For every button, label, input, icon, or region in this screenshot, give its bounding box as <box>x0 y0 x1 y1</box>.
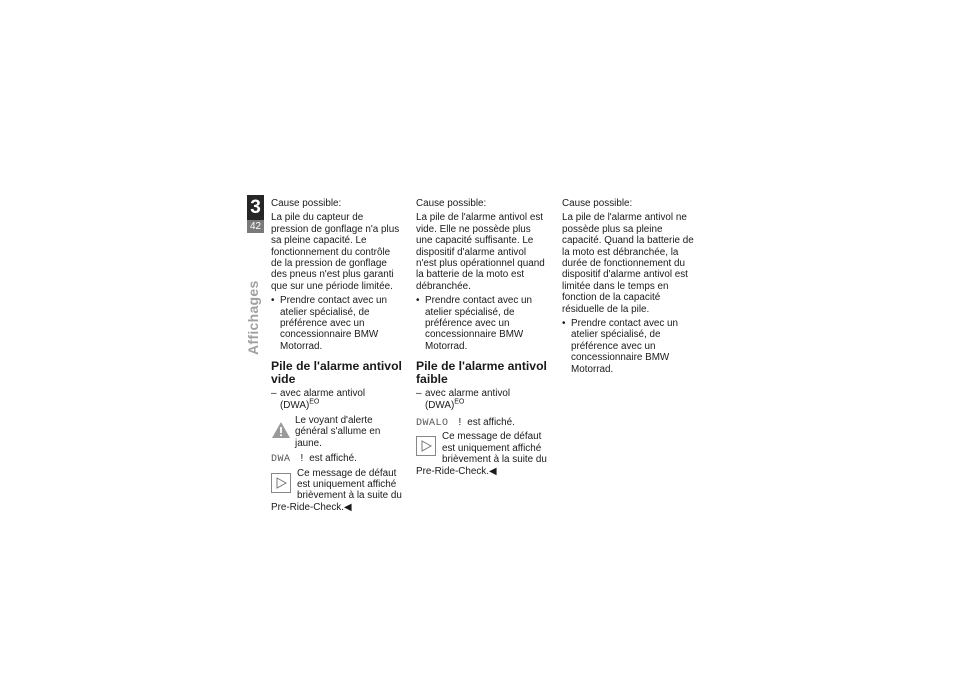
display-line <box>416 417 548 429</box>
cause-label: Cause possible: <box>416 198 487 209</box>
note-text: Ce message de défaut est uniquement affiché brièvement à la suite du Pre-Ride-Check. <box>416 431 547 477</box>
info-note <box>416 431 548 477</box>
chapter-number: 3 <box>247 195 264 220</box>
cause-label: Cause possible: <box>271 198 342 209</box>
end-marker: ◀ <box>489 465 497 477</box>
section-heading: Pile de l'alarme antivol faible <box>416 359 547 386</box>
display-excl: ! <box>300 453 304 465</box>
bullet-text: Prendre contact avec un atelier spécialisé, de préférence avec un concessionnaire BMW Motorrad. <box>571 318 679 375</box>
play-triangle-icon <box>271 473 291 493</box>
info-note <box>271 468 403 514</box>
cause-text: La pile de l'alarme antivol est vide. Elle ne possède plus une capacité suffisante. Le dispositif d'alarme antivol n'est plus opérationnel quand la batterie de la moto est débranchée. <box>416 212 545 292</box>
bullet-item <box>416 295 548 352</box>
dash-mark: – <box>271 388 277 400</box>
dash-text: avec alarme antivol (DWA) <box>425 388 511 411</box>
display-code: DWA <box>271 454 291 466</box>
dash-item <box>271 388 403 411</box>
chapter-tab <box>247 195 264 233</box>
warning-text: Le voyant d'alerte général s'allume en jaune. <box>295 414 381 449</box>
column-3 <box>562 198 694 378</box>
bullet-dot: • <box>562 318 566 330</box>
display-excl: ! <box>458 416 462 428</box>
bullet-dot: • <box>416 295 420 307</box>
cause-label: Cause possible: <box>562 198 633 209</box>
warning-triangle-icon <box>271 421 291 439</box>
dash-mark: – <box>416 388 422 400</box>
bullet-text: Prendre contact avec un atelier spécialisé, de préférence avec un concessionnaire BMW Motorrad. <box>425 295 533 352</box>
cause-text: La pile de l'alarme antivol ne possède plus sa pleine capacité. Quand la batterie de la moto est débranchée, la durée de fonctionnement du dispositif d'alarme antivol est limitée dans le temps en fonction de la capacité résiduelle de la pile. <box>562 212 694 315</box>
dash-text: avec alarme antivol (DWA) <box>280 388 366 411</box>
end-marker: ◀ <box>344 501 352 513</box>
note-text: Ce message de défaut est uniquement affiché brièvement à la suite du Pre-Ride-Check. <box>271 467 402 513</box>
dash-sup: EO <box>309 398 320 406</box>
page-number: 42 <box>247 220 264 233</box>
play-triangle-icon <box>416 436 436 456</box>
display-text: est affiché. <box>467 416 515 428</box>
display-code: DWALO <box>416 417 449 429</box>
column-1 <box>271 198 403 513</box>
dash-item <box>416 388 548 411</box>
bullet-item <box>271 295 403 352</box>
display-line <box>271 453 403 465</box>
section-label: Affichages <box>245 280 261 355</box>
bullet-text: Prendre contact avec un atelier spécialisé, de préférence avec un concessionnaire BMW Motorrad. <box>280 295 388 352</box>
bullet-dot: • <box>271 295 275 307</box>
section-heading: Pile de l'alarme antivol vide <box>271 359 402 386</box>
display-text: est affiché. <box>309 453 357 465</box>
cause-text: La pile du capteur de pression de gonflage n'a plus sa pleine capacité. Le fonctionnement du contrôle de la pression de gonflage des pneus n'est plus garanti que sur une période limitée. <box>271 212 400 292</box>
bullet-item <box>562 318 694 375</box>
dash-sup: EO <box>454 398 465 406</box>
warning-note <box>271 415 403 449</box>
column-2 <box>416 198 548 477</box>
